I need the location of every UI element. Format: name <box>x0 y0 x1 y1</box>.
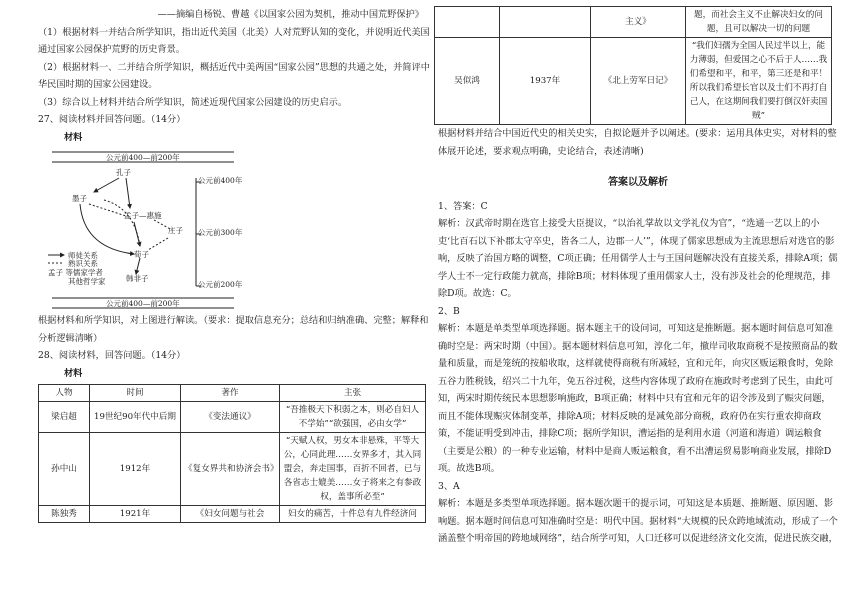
table-row <box>435 7 832 38</box>
cell-time: 1921年 <box>90 506 181 523</box>
legend-teacher: 师徒关系 <box>68 251 98 260</box>
cell-time <box>500 7 591 38</box>
answer-1: 1、答案：C <box>438 200 488 212</box>
scale-300-label: 公元前300年 <box>198 228 243 237</box>
cell-claim: “我们妇孺为全国人民过半以上，能力薄弱，但爱国之心不后于人……我们希望和平，和平，第三还是和平！所以我们希望长官以及士们不再打自己人，在这期间我们要打倒汉奸卖国贼” <box>686 38 832 125</box>
header-claim: 主张 <box>280 385 426 402</box>
cell-work: 《妇女问题与社会 <box>181 506 280 523</box>
cell-person: 吴似鸿 <box>435 38 500 125</box>
question-28-title: 28、阅读材料，回答问题。（14分） <box>38 350 186 361</box>
legend-school: 孟子 等儒家学者 <box>48 268 103 277</box>
timeline-bottom-label: 公元前400—前200年 <box>106 299 180 308</box>
cell-person: 陈独秀 <box>39 506 90 523</box>
answer-1-explanation: 解析：汉武帝时期在选官上接受大臣提议，“以治礼掌故以文学礼仪为官”，“选通一艺以上的小吏‘比百石以下补郡太守卒史，皆各二人，边郡一人’”，体现了儒家思想成为主流思想后对选官的影响，反映了治国方略的调整，C项正确；任用儒学人士与王国问题解决没有直接关系，排除A项；儒学人士不一定行政能力就高，排除B项；材料体现了重用儒家人士，没有涉及社会的伦理规范，排除D项。故选：C。 <box>438 218 838 299</box>
question-27-title: 27、阅读材料并回答问题。（14分） <box>38 114 186 125</box>
question-28-material-label: 材料 <box>64 367 83 379</box>
question-1: （1）根据材料一并结合所学知识，指出近代美国（北美）人对荒野认知的变化，并说明近代美国通过国家公园保护荒野的历史背景。 <box>38 26 430 55</box>
cell-work: 《复女界共和协济会书》 <box>181 433 280 506</box>
table-row <box>39 402 426 433</box>
legend-other: 其他哲学家 <box>68 277 106 286</box>
scale-200-label: 公元前200年 <box>198 280 243 289</box>
node-kongzi: 孔子 <box>116 168 131 177</box>
cell-time: 1912年 <box>90 433 181 506</box>
timeline-top-label: 公元前400—前200年 <box>106 153 180 162</box>
question-2: （2）根据材料一、二并结合所学知识，概括近代中美两国“国家公园”思想的共通之处，并简评中华民国时期的国家公园建设。 <box>38 61 430 90</box>
answer-3-explanation: 解析：本题是多类型单项选择题。据本题次题干的提示词，可知这是本质题、推断题、原因题、影响题。据本题时间信息可知准确时空是：明代中国。据材料“大规模的民众跨地域流动，形成了一个涵盖整个明帝国的跨地域网络”，结合所学可知，人口迁移可以促进经济文化交流，促进民族交融， <box>438 498 838 544</box>
table-row <box>39 433 426 506</box>
answer-2: 2、B <box>438 305 460 317</box>
philosopher-relationship-diagram <box>44 148 243 310</box>
question-27-material-label: 材料 <box>64 131 83 143</box>
table-row <box>39 506 426 523</box>
answer-2-explanation: 解析：本题是单类型单项选择题。据本题主干的设问词，可知这是推断题。据本题时间信息可知准确时空是：两宋时期（中国）。据本题材料信息可知，淳化二年，撤岸司收取商税不是按照商品的数量和质量，而是笼统的按船收取，这样就使得商税有所减轻，宜和元年，向灾区贩运粮食时，免除五谷力胜税钱，绍兴二十九年，免五谷过税，这些内容体现了政府在施政时考虑到了民生，由此可知，两宋时期传统民本思想影响施政，B项正确；材料中只有宜和元年的诏令涉及到了赈灾问题，而且不能体现赈灾体制变革，排除A项；材料反映的是减免部分商税，政府仍在实行重农抑商政策，不能证明受到冲击，排除C项；据所学知识，漕运指的是利用水道（河道和海道）调运粮食（主要是公粮）的一种专业运输，材料中是商人贩运粮食，看不出漕运贸易影响商业发展，排除D项。故选B项。 <box>438 323 838 474</box>
answers-title: 答案以及解析 <box>608 177 668 188</box>
node-mengzi-huishi: 孟子—惠施 <box>124 211 162 220</box>
cell-person <box>435 7 500 38</box>
scale-400-label: 公元前400年 <box>198 176 243 185</box>
cell-time: 19世纪90年代中后期 <box>90 402 181 433</box>
node-xunzi: 荀子 <box>134 250 149 259</box>
question-3: （3）综合以上材料并结合所学知识，简述近现代国家公园建设的历史启示。 <box>38 96 348 108</box>
question-28-table-continued <box>434 6 832 125</box>
table-header-row <box>39 385 426 402</box>
question-27-task: 根据材料和所学知识，对上图进行解读。（要求：提取信息充分；总结和归纳准确、完整；解释和分析逻辑清晰） <box>38 315 429 344</box>
legend-familiar: 熟识关系 <box>68 259 98 268</box>
cell-time: 1937年 <box>500 38 591 125</box>
node-mozi: 墨子 <box>72 194 87 203</box>
left-column <box>38 6 430 523</box>
question-28-table <box>38 384 426 523</box>
header-person: 人物 <box>39 385 90 402</box>
cell-work: 主义》 <box>591 7 686 38</box>
cell-claim: 题，而社会主义不止解决妇女的问题，且可以解决一切的问题 <box>686 7 832 38</box>
cell-claim: “天赋人权，男女本非悬殊，平等大公，心同此理……女界多才，其入同盟会，奔走国事，百折不回者，已与各省志士媲美……女子将来之有参政权，盖事所必至” <box>280 433 426 506</box>
header-work: 著作 <box>181 385 280 402</box>
cell-person: 梁启超 <box>39 402 90 433</box>
right-column <box>438 6 838 548</box>
node-zhuangzi: 庄子 <box>168 226 183 235</box>
answer-3: 3、A <box>438 480 460 492</box>
table-row <box>435 38 832 125</box>
cell-work: 《北上劳军日记》 <box>591 38 686 125</box>
source-citation: ——摘编自杨锐、曹越《以国家公园为契机，推动中国荒野保护》 <box>157 9 424 20</box>
cell-claim: “吾推极天下积弱之本，则必自妇人不学始”“欲强国，必由女学” <box>280 402 426 433</box>
question-28-task: 根据材料并结合中国近代史的相关史实，自拟论题并予以阐述。(要求：运用具体史实，对材料的整体展开论述，要求观点明确，史论结合，表述清晰) <box>438 128 837 157</box>
cell-work: 《变法通议》 <box>181 402 280 433</box>
cell-person: 孙中山 <box>39 433 90 506</box>
node-hanfeizi: 韩非子 <box>126 274 149 283</box>
header-time: 时间 <box>90 385 181 402</box>
cell-claim: 妇女的痛苦，十件总有九件经济问 <box>280 506 426 523</box>
